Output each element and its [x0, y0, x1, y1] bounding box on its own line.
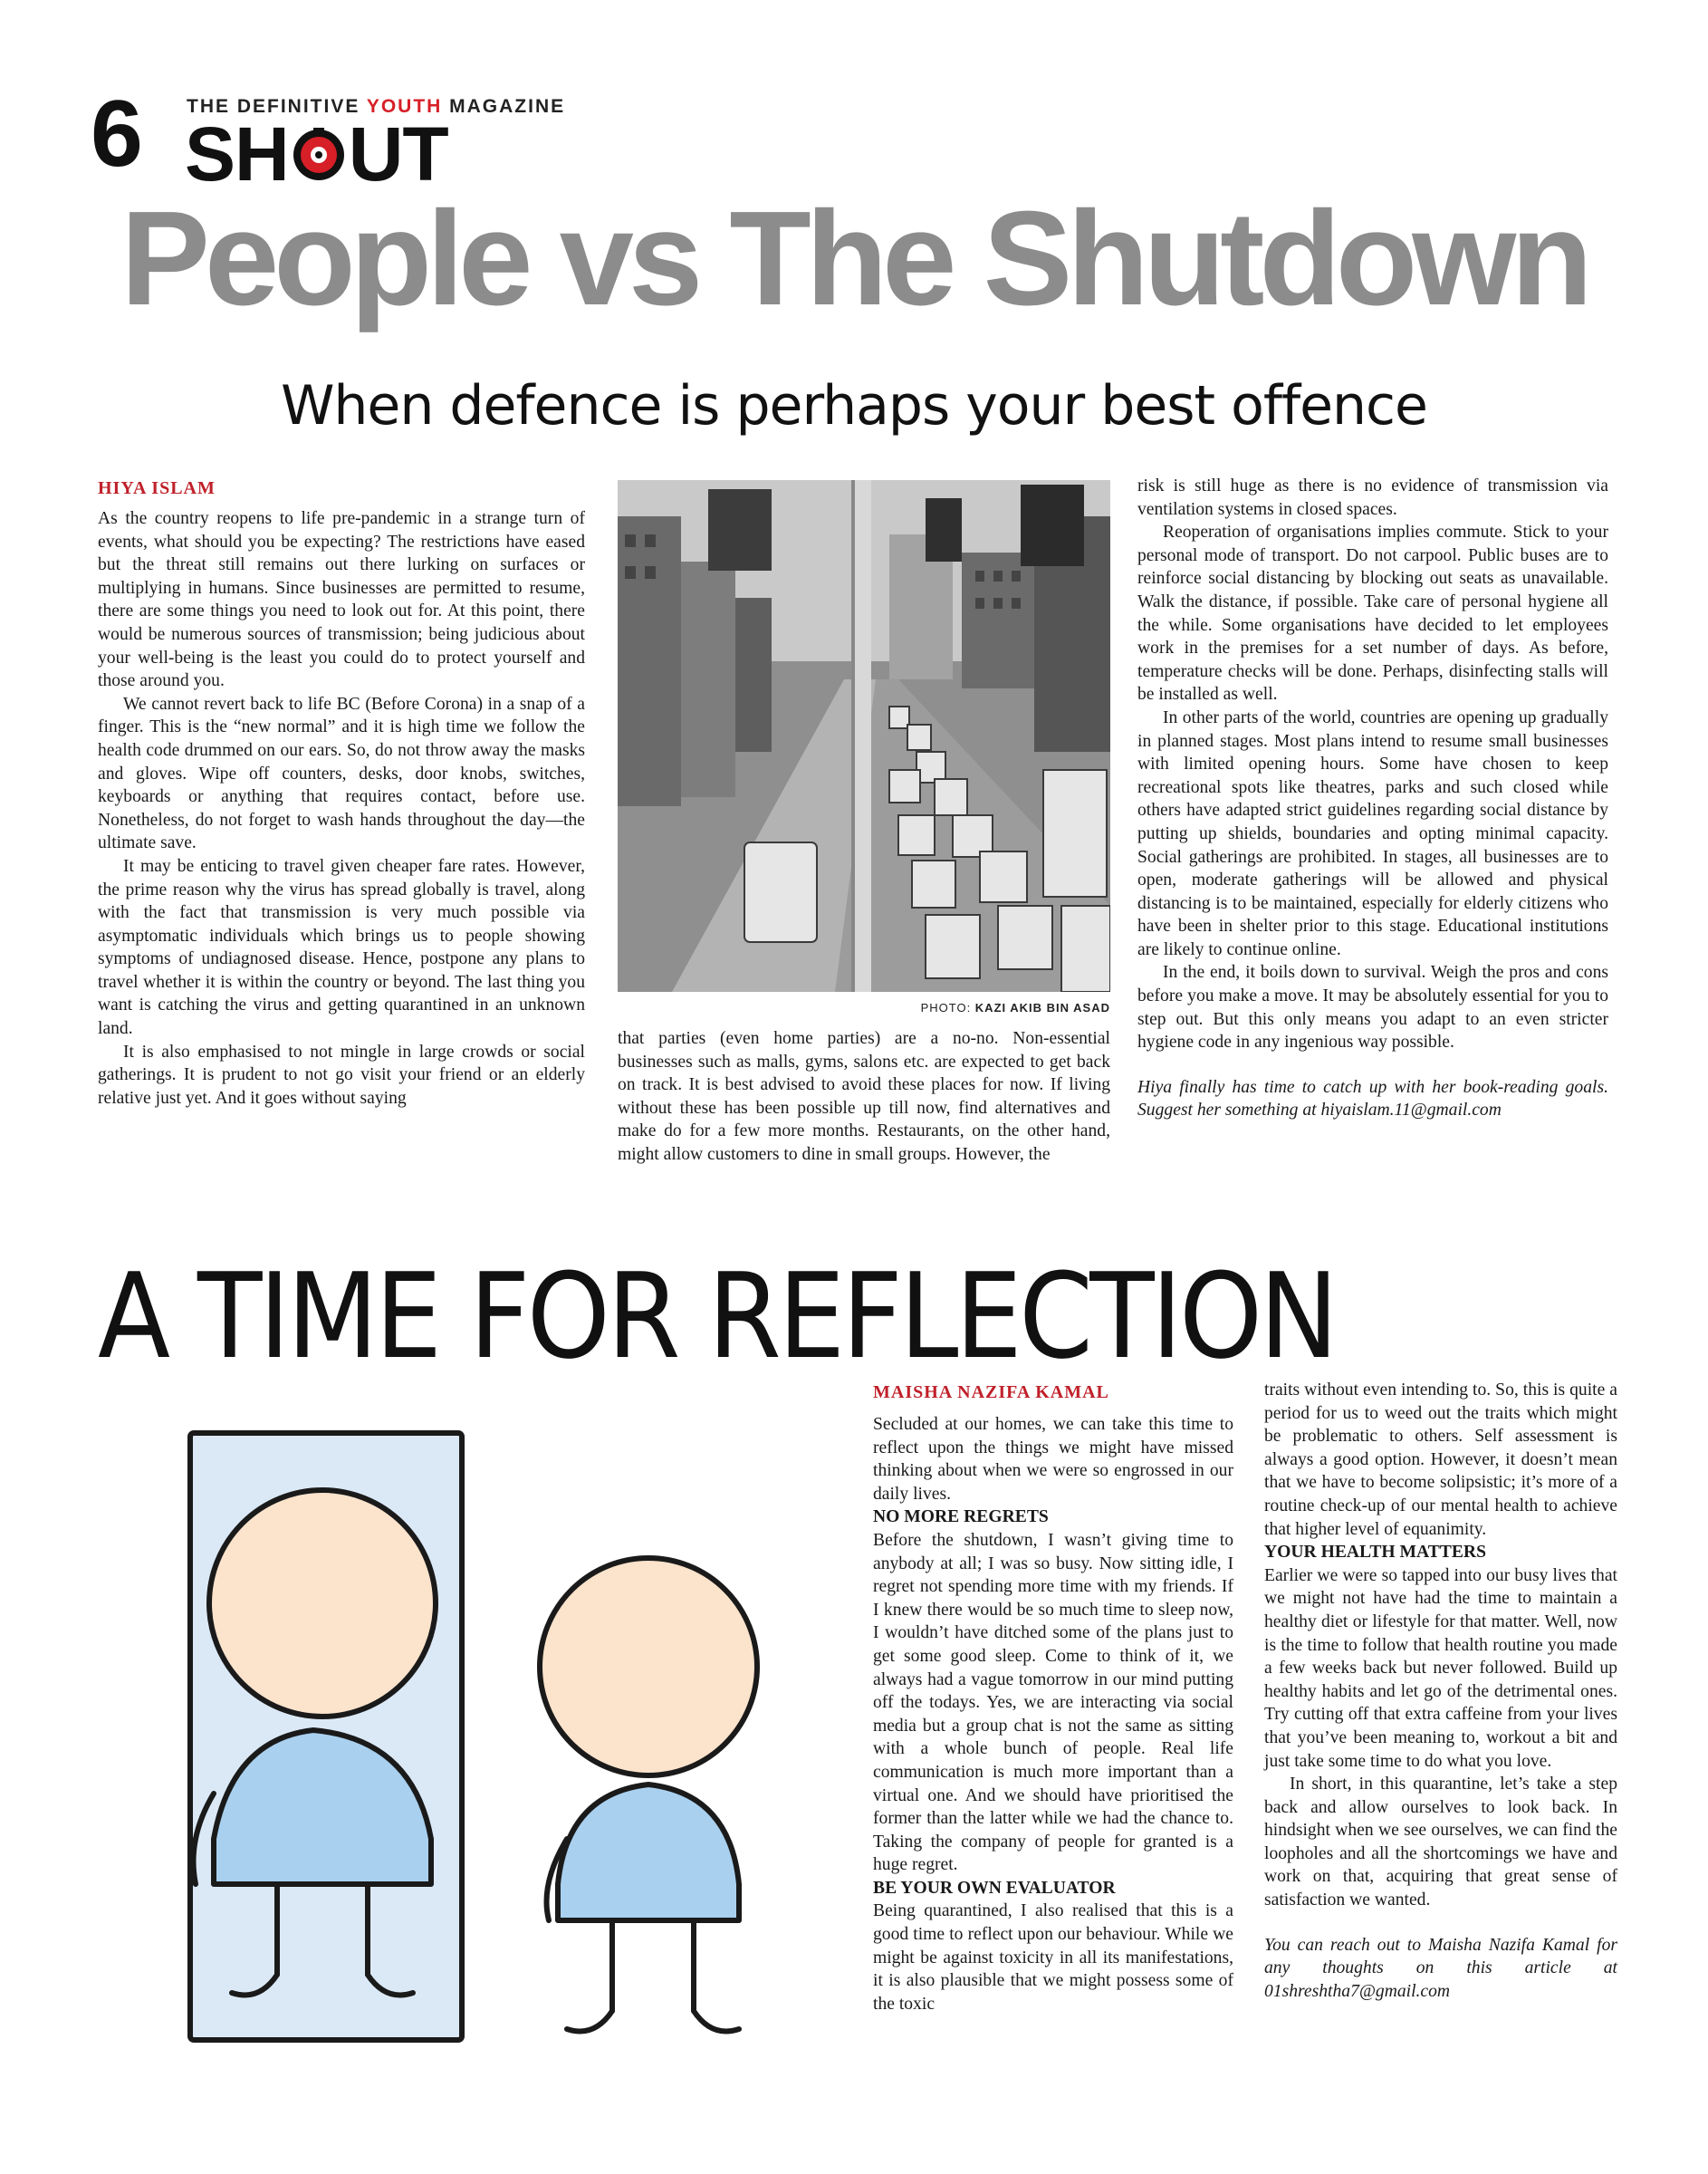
mirror-reflection-illustration: [178, 1413, 866, 2056]
masthead-tagline: THE DEFINITIVE YOUTH MAGAZINE: [187, 96, 566, 117]
paragraph: Being quarantined, I also realised that this is a good time to reflect upon our behaviour. While we might be against toxicity in all its manifestations, it is also plausible that we might possess some of the toxic: [873, 1901, 1233, 2014]
paragraph: In other parts of the world, countries are opening up gradually in planned stages. Most plans intend to resume small businesses with limited opening hours. Some have chosen to keep recreational spots like theatres, parks and such closed while others have adapted strict guidelines regarding social distance by putting up shields, boundaries and opting minimal capacity. Social gatherings are prohibited. In stages, all businesses are to open, moderate gatherings will be allowed and physical distancing is to be maintained, especially for elderly citizens who have been in shelter prior to this stage. Educational institutions are likely to continue online.: [1137, 707, 1608, 959]
paragraph: Earlier we were so tapped into our busy lives that we might not have had the time to maintain a healthy diet or lifestyle for that matter. Well, now is the time to follow that health routine you made a few weeks back but never followed. Build up healthy habits and let go of the detrimental ones. Try cutting off that extra caffeine from your lives that you’ve been meaning to, workout a bit and just take some time to do what you love.: [1264, 1565, 1617, 1771]
article1-column-1: [98, 507, 585, 1110]
article2-byline: MAISHA NAZIFA KAMAL: [873, 1382, 1109, 1402]
article1-column-2: [618, 1027, 1110, 1167]
paragraph: It is also emphasised to not mingle in large crowds or social gatherings. It is prudent to not go visit your friend or an elderly relative just yet. And it goes without saying: [98, 1042, 585, 1108]
article1-author-bio: Hiya finally has time to catch up with her book-reading goals. Suggest her something at hiyaislam.11@gmail.com: [1137, 1077, 1608, 1121]
paragraph: risk is still huge as there is no evidence of transmission via ventilation systems in closed spaces.: [1137, 476, 1608, 519]
subheading: NO MORE REGRETS: [873, 1507, 1049, 1527]
paragraph: As the country reopens to life pre-pandemic in a strange turn of events, what should you be expecting? The restrictions have eased but the threat still remains out there lurking on surfaces or multiplying in humans. Since businesses are permitted to resume, there are some things you need to look out for. At this point, there would be numerous sources of transmission; being judicious about your well-being is the least you could do to protect yourself and those around you.: [98, 509, 585, 691]
subheading: BE YOUR OWN EVALUATOR: [873, 1878, 1116, 1898]
paragraph: that parties (even home parties) are a no-no. Non-essential businesses such as malls, gyms, salons etc. are expected to get back on track. It is best advised to avoid these places for now. If living without these has been possible up till now, find alternatives and make do for a few more months. Restaurants, on the other hand, might allow customers to dine in small groups. However, the: [618, 1029, 1110, 1164]
article2-headline: A TIME FOR REFLECTION: [98, 1247, 1336, 1385]
paragraph: Secluded at our homes, we can take this time to reflect upon the things we might have missed thinking about when we were so engrossed in our daily lives.: [873, 1415, 1233, 1504]
photo-credit: PHOTO: KAZI AKIB BIN ASAD: [920, 1001, 1110, 1015]
paragraph: Before the shutdown, I wasn’t giving time to anybody at all; I was so busy. Now sitting idle, I regret not spending more time with my friends. If I knew there would be so much time to sleep now, I wouldn’t have ditched some of the plans just to get some good sleep. Come to think of it, we always had a vague tomorrow in our mind putting off the todays. Yes, we are interacting via social media but a group chat is not the same as sitting with a whole bunch of people. Real life communication is much more important than a virtual one. And we should have prioritised the former than the latter while we had the chance to. Taking the company of people for granted is a huge regret.: [873, 1530, 1233, 1875]
paragraph: Reoperation of organisations implies commute. Stick to your personal mode of transport. Do not carpool. Public buses are to reinforce social distancing by blocking out seats as unavailable. Walk the distance, if possible. Take care of personal hygiene all the while. Some organisations have decided to let employees work in the premises for a set number of days. As before, temperature checks will be done. Perhaps, disinfecting stalls will be installed as well.: [1137, 523, 1608, 705]
article1-subheadline: When defence is perhaps your best offence: [281, 374, 1427, 438]
shout-logo: SH UT: [185, 111, 448, 197]
subheading: YOUR HEALTH MATTERS: [1264, 1543, 1486, 1563]
page-number: 6: [91, 82, 143, 187]
paragraph: traits without even intending to. So, this is quite a period for us to weed out the traits which might be problematic to others. Self assessment is always a good option. However, it doesn’t mean that we have to become solipsistic; it’s more of a routine check-up of our mental health to achieve that higher level of equanimity.: [1264, 1380, 1617, 1539]
paragraph: It may be enticing to travel given cheaper fare rates. However, the prime reason why the virus has spread globally is travel, along with the fact that transmission is very much possible via asymptomatic individuals which brings us to people showing symptoms of undiagnosed disease. Hence, postpone any plans to travel whether it is within the country or beyond. The last thing you want is catching the virus and getting quarantined in an unknown land.: [98, 856, 585, 1039]
paragraph: In short, in this quarantine, let’s take a step back and allow ourselves to look back. In hindsight when we see ourselves, we can find the loopholes and all the shortcomings we have and work on that, acquiring that great sense of satisfaction we wanted.: [1264, 1775, 1617, 1910]
article1-byline: HIYA ISLAM: [98, 478, 216, 498]
article2-column-1: [873, 1413, 1233, 2015]
article2-column-2: [1264, 1379, 1617, 2003]
article2-author-bio: You can reach out to Maisha Nazifa Kamal for any thoughts on this article at 01shreshtha7@gmail.com: [1264, 1935, 1617, 2001]
article1-column-3: [1137, 475, 1608, 1122]
street-traffic-photo: [618, 480, 1110, 992]
paragraph: In the end, it boils down to survival. Weigh the pros and cons before you make a move. It may be absolutely essential for you to step out. But this only means you adapt to an even stricter hygiene code in any ingenious way possible.: [1137, 963, 1608, 1053]
logo-o-icon: [291, 118, 347, 174]
paragraph: We cannot revert back to life BC (Before Corona) in a snap of a finger. This is the “new normal” and it is high time we follow the health code drummed on our ears. So, do not throw away the masks and gloves. Wipe off counters, desks, door knobs, switches, keyboards or anything that requires contact, before use. Nonetheless, do not forget to wash hands throughout the day—the ultimate save.: [98, 694, 585, 853]
article1-headline: People vs The Shutdown: [120, 184, 1588, 333]
